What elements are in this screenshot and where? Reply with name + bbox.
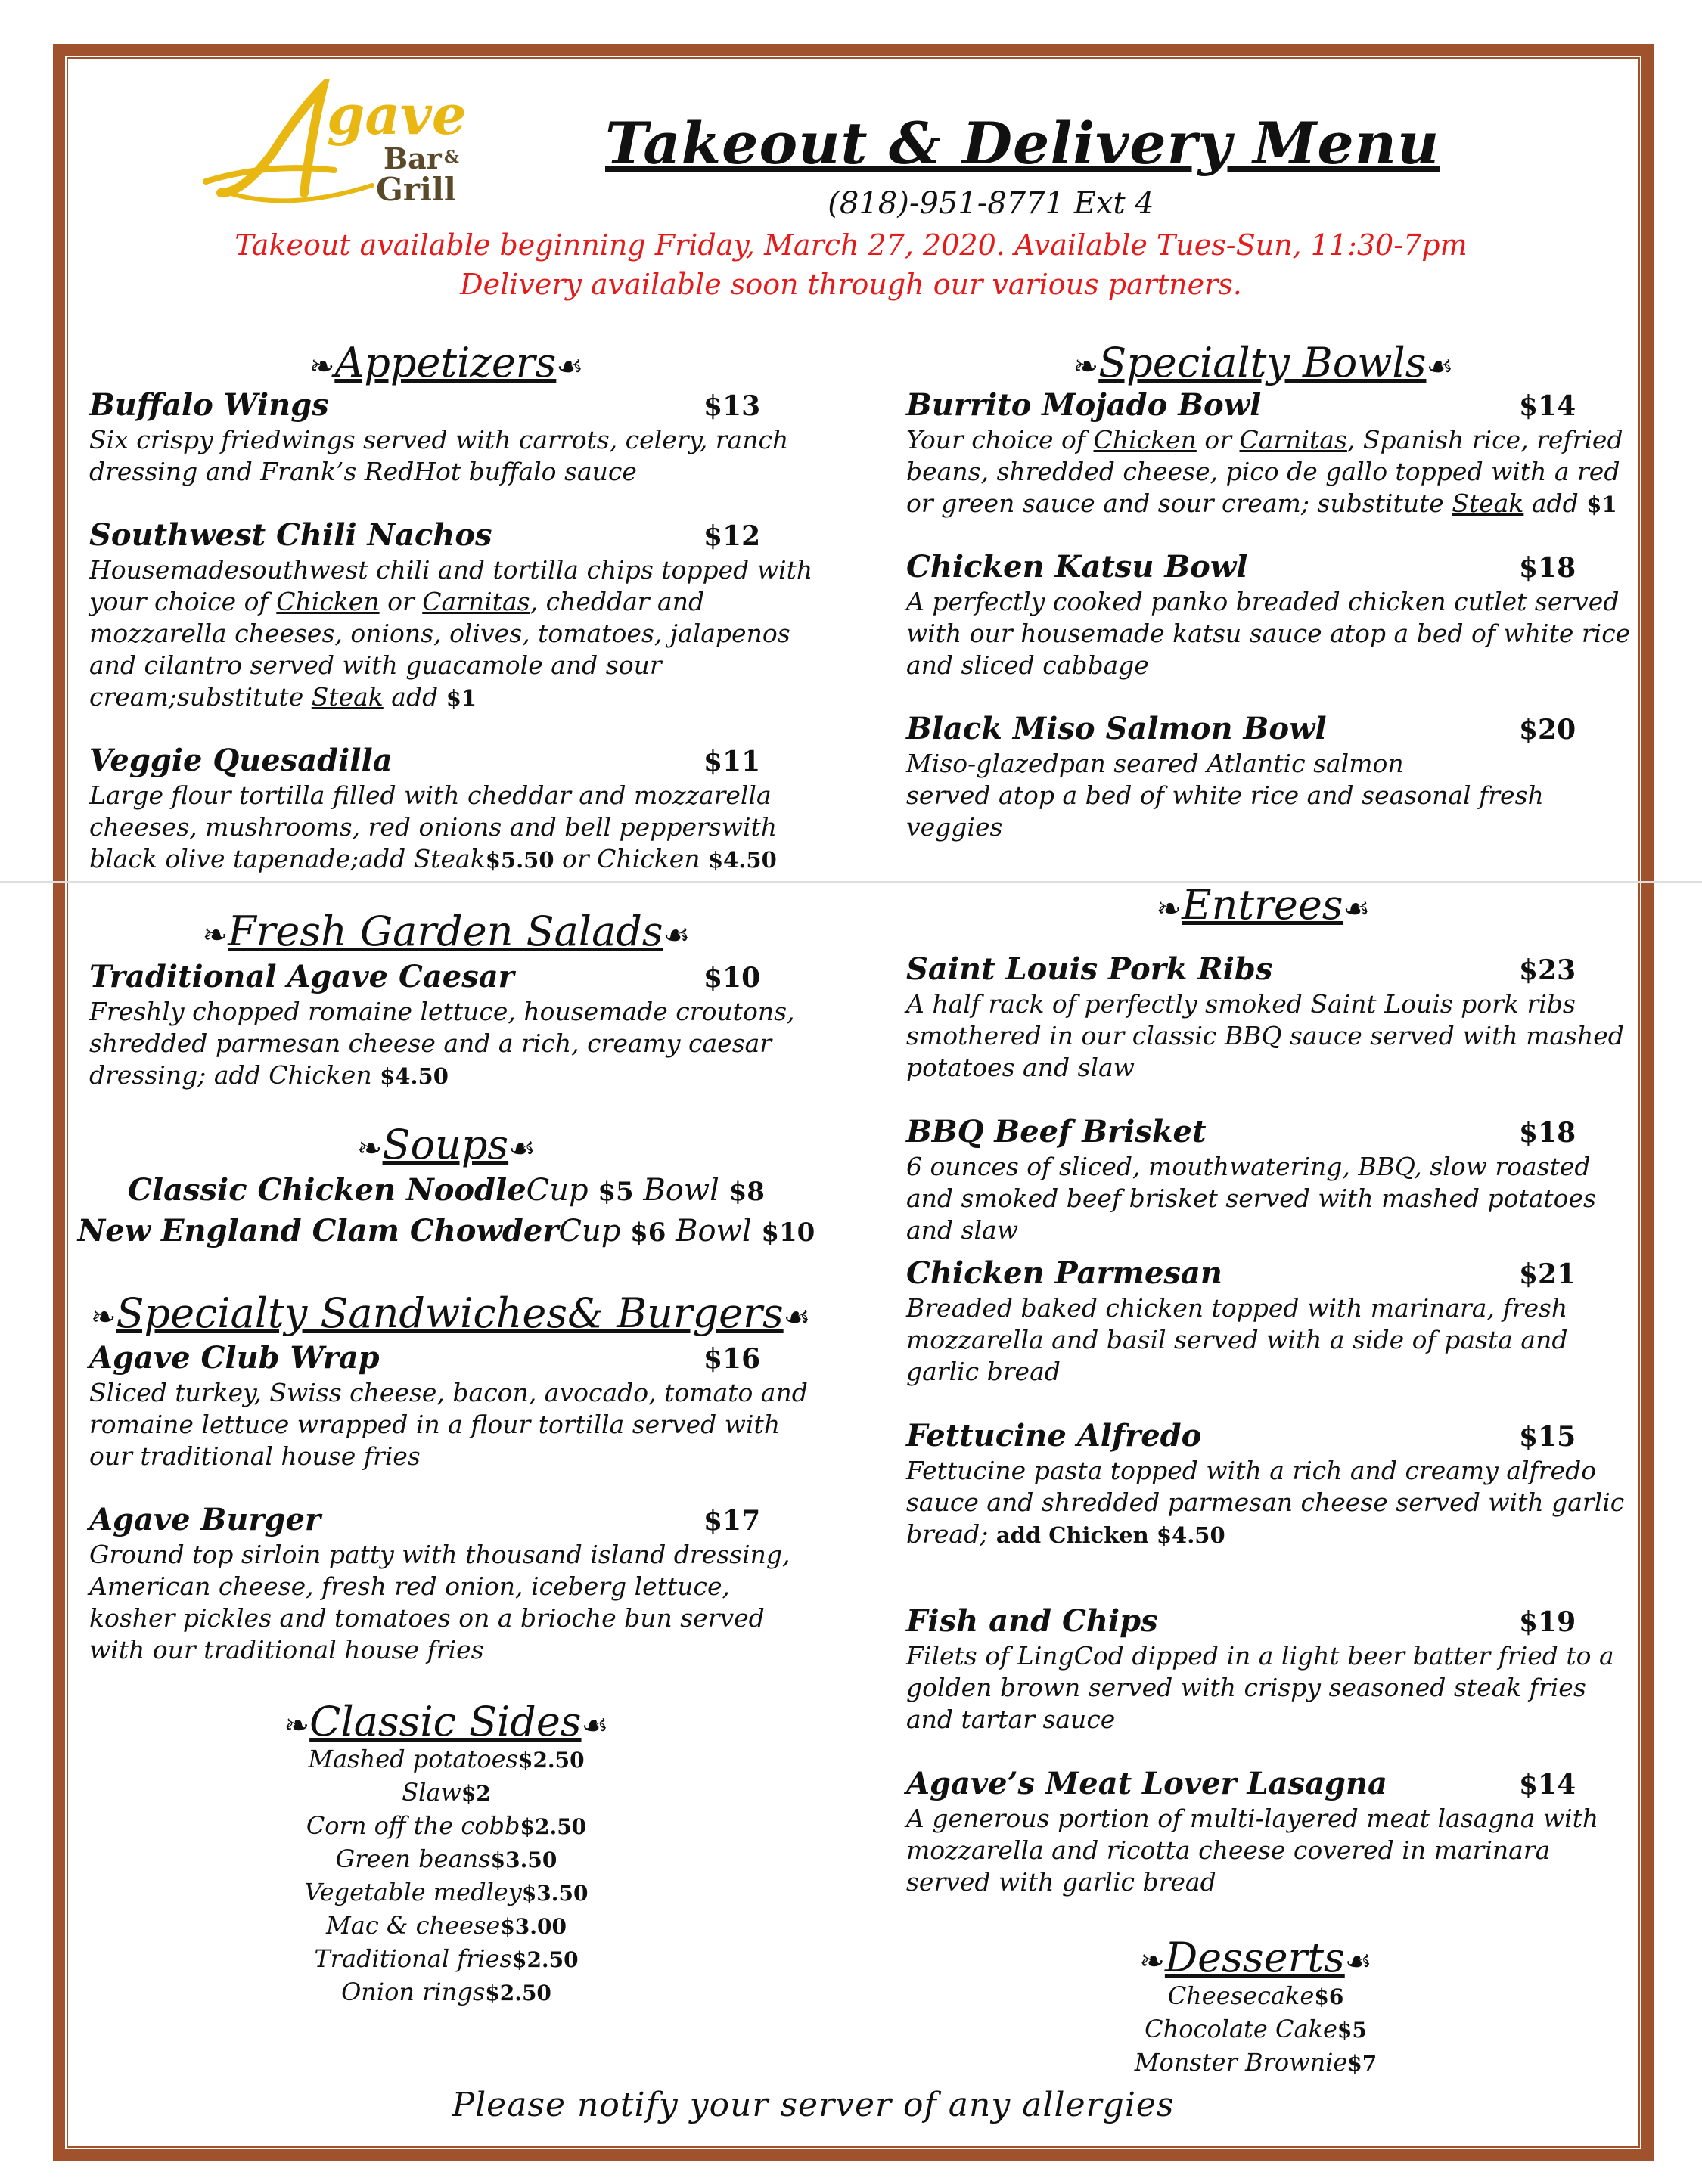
- svg-text:&: &: [444, 147, 459, 167]
- section-heading-appetizers: ❧Appetizers☙: [309, 339, 584, 386]
- list-item: Onion rings$2.50: [341, 1978, 551, 2006]
- list-item: Mac & cheese$3.00: [325, 1911, 567, 1940]
- takeout-notice: Takeout available beginning Friday, March 27, 2020. Available Tues-Sun, 11:30-7pm: [234, 228, 1468, 262]
- item-price: $15: [1519, 1421, 1576, 1453]
- soups-list: [76, 1171, 817, 1252]
- menu-item: [906, 711, 1632, 843]
- item-name: Chicken Parmesan: [906, 1255, 1222, 1291]
- fold-line: [0, 881, 1702, 883]
- soup-row: Classic Chicken NoodleCup $5 Bowl $8: [128, 1172, 765, 1208]
- item-price: $18: [1519, 552, 1576, 584]
- item-price: $14: [1519, 1769, 1576, 1801]
- section-heading-entrees: ❧Entrees☙: [1156, 881, 1371, 929]
- item-name: Saint Louis Pork Ribs: [906, 951, 1273, 987]
- section-heading-sandwiches: ❧Specialty Sandwiches& Burgers☙: [91, 1289, 811, 1337]
- svg-text:Grill: Grill: [376, 171, 456, 208]
- item-description: A half rack of perfectly smoked Saint Louis pork ribs smothered in our classic BBQ sauce served with mashed potatoes and slaw: [906, 989, 1624, 1082]
- item-name: Traditional Agave Caesar: [89, 959, 514, 994]
- page-title: Takeout & Delivery Menu: [605, 110, 1440, 177]
- agave-logo-graphic: [198, 79, 516, 208]
- item-description: Your choice of Chicken or Carnitas, Spanish rice, refried beans, shredded cheese, pico de gallo topped with a red or green sauce and sour cream; substitute Steak add $1: [906, 425, 1623, 518]
- item-name: Agave Burger: [89, 1502, 321, 1537]
- item-description: Large flour tortilla filled with cheddar and mozzarella cheeses, mushrooms, red onions and bell pepperswith black olive tapenade;add Steak$5.50 or Chicken $4.50: [89, 780, 778, 873]
- item-price: $10: [703, 962, 761, 994]
- item-name: Fish and Chips: [906, 1603, 1158, 1639]
- item-price: $23: [1519, 954, 1576, 986]
- agave-logo: [198, 79, 516, 208]
- ornament-left-icon: ❧: [309, 349, 335, 384]
- item-description: Breaded baked chicken topped with marinara, fresh mozzarella and basil served with a side of pasta and garlic bread: [906, 1293, 1568, 1386]
- menu-item: [906, 1255, 1632, 1388]
- menu-item: [906, 951, 1632, 1084]
- item-description: Miso-glazedpan seared Atlantic salmon served atop a bed of white rice and seasonal fresh veggies: [906, 749, 1544, 842]
- section-heading-bowls: ❧Specialty Bowls☙: [1073, 339, 1454, 386]
- item-price: $17: [703, 1505, 761, 1537]
- list-item: Cheesecake$6: [1167, 1981, 1344, 2010]
- menu-item: [906, 1766, 1632, 1898]
- item-name: Buffalo Wings: [89, 387, 329, 423]
- phone-number: (818)-951-8771 Ext 4: [828, 186, 1154, 221]
- section-heading-soups: ❧Soups☙: [357, 1121, 536, 1168]
- list-item: Green beans$3.50: [335, 1844, 557, 1873]
- list-item: Vegetable medley$3.50: [304, 1878, 589, 1906]
- item-price: $13: [703, 390, 761, 422]
- item-price: $18: [1519, 1117, 1576, 1149]
- item-description: A perfectly cooked panko breaded chicken cutlet served with our housemade katsu sauce atop a bed of white rice and sliced cabbage: [906, 587, 1631, 680]
- sides-list: [250, 1743, 643, 2009]
- item-price: $21: [1519, 1258, 1576, 1290]
- item-description: Filets of LingCod dipped in a light beer batter fried to a golden brown served with crispy seasoned steak fries and tartar sauce: [906, 1641, 1614, 1734]
- svg-text:gave: gave: [327, 82, 467, 147]
- list-item: Corn off the cobb$2.50: [306, 1811, 587, 1840]
- section-heading-sides: ❧Classic Sides☙: [284, 1698, 609, 1745]
- item-name: Southwest Chili Nachos: [89, 517, 492, 553]
- item-price: $20: [1519, 714, 1576, 746]
- svg-text:Bar: Bar: [384, 141, 442, 175]
- menu-item: [89, 743, 815, 876]
- item-price: $19: [1519, 1606, 1576, 1638]
- desserts-list: [1082, 1980, 1430, 2080]
- menu-item: [906, 387, 1632, 520]
- menu-item: [906, 1603, 1632, 1736]
- item-name: Veggie Quesadilla: [89, 743, 393, 778]
- item-price: $14: [1519, 390, 1576, 422]
- list-item: Slaw$2: [402, 1778, 491, 1807]
- item-description: Six crispy friedwings served with carrots, celery, ranch dressing and Frank’s RedHot buffalo sauce: [89, 425, 789, 486]
- item-price: $12: [703, 520, 761, 552]
- menu-item: [906, 1418, 1632, 1551]
- section-heading-desserts: ❧Desserts☙: [1139, 1934, 1372, 1981]
- menu-item: [89, 1340, 815, 1472]
- item-description: 6 ounces of sliced, mouthwatering, BBQ, slow roasted and smoked beef brisket served with mashed potatoes and slaw: [906, 1152, 1596, 1245]
- item-name: Burrito Mojado Bowl: [906, 387, 1262, 423]
- list-item: Chocolate Cake$5: [1145, 2015, 1367, 2043]
- ornament-right-icon: ☙: [556, 349, 584, 384]
- soup-row: New England Clam ChowderCup $6 Bowl $10: [77, 1213, 815, 1249]
- item-description: Housemadesouthwest chili and tortilla chips topped with your choice of Chicken or Carnitas, cheddar and mozzarella cheeses, onions, olives, tomatoes, jalapenos and cilantro served with guacamole and sour cream;substitute Steak add $1: [89, 555, 813, 712]
- menu-item: [89, 517, 815, 714]
- item-description: Ground top sirloin patty with thousand island dressing, American cheese, fresh red onion, iceberg lettuce, kosher pickles and tomatoes on a brioche bun served with our traditional house fries: [89, 1540, 790, 1664]
- item-price: $16: [703, 1343, 761, 1375]
- menu-item: [89, 959, 815, 1092]
- allergy-notice: Please notify your server of any allergies: [452, 2086, 1175, 2124]
- list-item: Mashed potatoes$2.50: [308, 1745, 585, 1773]
- delivery-notice: Delivery available soon through our various partners.: [460, 268, 1242, 301]
- menu-item: [89, 1502, 815, 1666]
- item-price: $11: [703, 746, 761, 777]
- item-name: Black Miso Salmon Bowl: [906, 711, 1327, 746]
- item-description: A generous portion of multi-layered meat lasagna with mozzarella and ricotta cheese covered in marinara served with garlic bread: [906, 1804, 1599, 1897]
- item-name: Agave Club Wrap: [89, 1340, 380, 1376]
- item-name: Agave’s Meat Lover Lasagna: [906, 1766, 1387, 1801]
- menu-item: [89, 387, 815, 488]
- item-name: Chicken Katsu Bowl: [906, 549, 1248, 585]
- item-description: Freshly chopped romaine lettuce, housemade croutons, shredded parmesan cheese and a rich, creamy caesar dressing; add Chicken $4.50: [89, 997, 795, 1090]
- item-name: BBQ Beef Brisket: [906, 1114, 1207, 1149]
- item-name: Fettucine Alfredo: [906, 1418, 1202, 1453]
- item-description: Fettucine pasta topped with a rich and creamy alfredo sauce and shredded parmesan cheese served with garlic bread; add Chicken $4.50: [906, 1456, 1625, 1549]
- menu-item: [906, 1114, 1632, 1246]
- item-description: Sliced turkey, Swiss cheese, bacon, avocado, tomato and romaine lettuce wrapped in a flour tortilla served with our traditional house fries: [89, 1378, 808, 1471]
- list-item: Traditional fries$2.50: [314, 1944, 579, 1973]
- list-item: Monster Brownie$7: [1134, 2048, 1377, 2077]
- section-heading-salads: ❧Fresh Garden Salads☙: [202, 907, 691, 955]
- menu-item: [906, 549, 1632, 681]
